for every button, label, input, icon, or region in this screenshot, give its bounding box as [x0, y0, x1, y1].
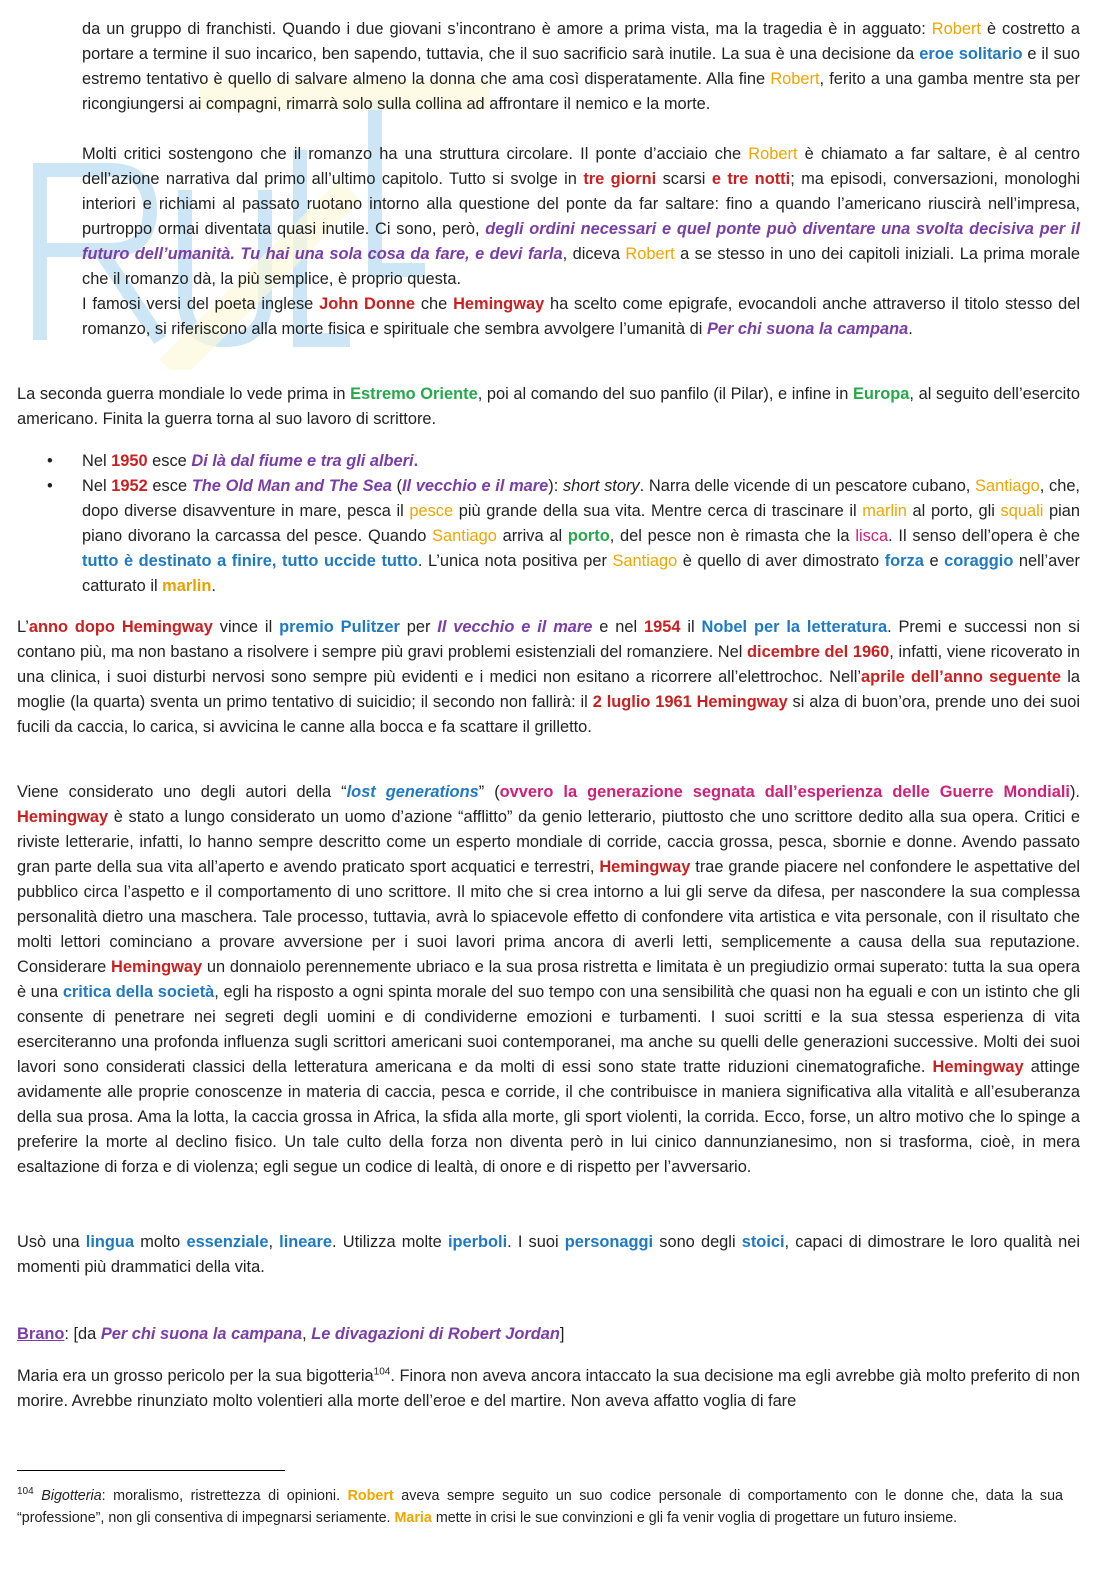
footnote-ref[interactable]: 104 [373, 1366, 391, 1378]
brano-heading: Brano: [da Per chi suona la campana, Le divagazioni di Robert Jordan] [17, 1325, 565, 1343]
paragraph-structure: Molti critici sostengono che il romanzo ha una struttura circolare. Il ponte d’acciaio che Robert è chiamato a far saltare, è al centro dell’azione narrativa dal primo all’ultimo capitolo. Tutto si svolge in tre giorni scarsi e tre notti; ma episodi, conversazioni, monologhi interiori e richiami al passato ruotano intorno alla questione del ponte da far saltare: fino a quando l’americano riuscirà nell’impresa, purtroppo ormai diventata quasi inutile. Ci sono, però, degli ordini necessari e quel ponte può diventare una svolta decisiva per il futuro dell’umanità. Tu hai una sola cosa da fare, e devi farla, diceva Robert a se stesso in uno dei capitoli iniziali. La prima morale che il romanzo dà, la più semplice, è proprio questa. [82, 145, 1081, 288]
list-item: • Nel 1952 esce The Old Man and The Sea (Il vecchio e il mare): short story. Narra delle vicende di un pescatore cubano, Santiago, che, dopo diverse disavventure in mare, pesca il pesce più grande della sua vita. Mentre cerca di trascinare il marlin al porto, gli squali pian piano divorano la carcassa del pesce. Quando Santiago arriva al porto, del pesce non è rimasta che la lisca. Il senso dell’opera è che tutto è destinato a finire, tutto uccide tutto. L’unica nota positiva per Santiago è quello di aver dimostrato forza e coraggio nell’aver catturato il marlin. [17, 474, 1080, 599]
paragraph-awards: L’anno dopo Hemingway vince il premio Pulitzer per Il vecchio e il mare e nel 1954 il Nobel per la letteratura. Premi e successi non si contano più, ma non bastano a risolvere i sempre più gravi problemi esistenziali del romanziere. Nel dicembre del 1960, infatti, viene ricoverato in una clinica, i suoi disturbi nervosi sono sempre più evidenti e i medici non esitano a ricorrere all’elettrochoc. Nell’aprile dell’anno seguente la moglie (la quarta) sventa un primo tentativo di suicidio; il secondo non fallirà: il 2 luglio 1961 Hemingway si alza di buon’ora, prende uno dei suoi fucili da caccia, lo carica, si avvicina le canne alla bocca e fa scattare il grilletto. [17, 618, 1081, 736]
paragraph-plot: da un gruppo di franchisti. Quando i due giovani s’incontrano è amore a prima vista, ma la tragedia è in agguato: Robert è costretto a portare a termine il suo incarico, ben sapendo, tuttavia, che il suo sacrificio sarà inutile. La sua è una decisione da eroe solitario e il suo estremo tentativo è quello di salvare almeno la donna che ama così disperatamente. Alla fine Robert, ferito a una gamba mentre sta per ricongiungersi ai compagni, rimarrà solo sulla collina ad affrontare il nemico e la morte. [82, 20, 1080, 113]
paragraph-ww2: La seconda guerra mondiale lo vede prima in Estremo Oriente, poi al comando del suo panfilo (il Pilar), e infine in Europa, al seguito dell’esercito americano. Finita la guerra torna al suo lavoro di scrittore. [17, 385, 1080, 428]
paragraph-style: Usò una lingua molto essenziale, lineare. Utilizza molte iperboli. I suoi personaggi sono degli stoici, capaci di dimostrare le loro qualità nei momenti più drammatici della vita. [17, 1233, 1080, 1276]
footnote: $^{104}$ Bigotteria: moralismo, ristrettezza di opinioni. Robert aveva sempre seguito un suo codice personale di comportamento con le donne che, data la sua “professione”, non gli consentiva di impegnarsi seriamente. Maria mette in crisi le sue convinzioni e gli fa venir voglia di progettare un futuro insieme. [17, 1486, 1063, 1526]
footnote-divider [17, 1470, 285, 1471]
bullet-icon: • [47, 477, 53, 495]
works-list [17, 449, 1080, 599]
paragraph-lost-generation: Viene considerato uno degli autori della “lost generations” (ovvero la generazione segnata dall’esperienza delle Guerre Mondiali). Hemingway è stato a lungo considerato un uomo d’azione “afflitto” da genio letterario, piuttosto che uno scrittore dedito alla sua opera. Critici e riviste letterarie, infatti, lo hanno sempre descritto come un esperto mondiale di corride, caccia grossa, pesca, sbornie e donne. Avendo passato gran parte della sua vita all’aperto e avendo praticato sport acquatici e terrestri, Hemingway trae grande piacere nel confondere le aspettative del pubblico circa l’aspetto e il comportamento di uno scrittore. Il mito che si crea intorno a lui gli serve da difesa, per nascondere la sua complessa personalità dietro una maschera. Tale processo, tuttavia, avrà lo spiacevole effetto di confondere vita artistica e vita personale, con il risultato che molti lettori cominciano a provare avversione per i suoi lavori prima ancora di averli letti, semplicemente a causa della sua reputazione. Considerare Hemingway un donnaiolo perennemente ubriaco e la sua prosa ristretta e limitata è un pregiudizio ormai superato: tutta la sua opera è una critica della società, egli ha risposto a ogni spinta morale del suo tempo con una sensibilità che quasi non ha eguali e con un istinto che gli consente di penetrare nei segreti degli uomini e di condividerne emozioni e turbamenti. I suoi scritti e la sua stessa esperienza di vita eserciteranno una profonda influenza sugli scrittori americani suoi contemporanei, ma anche su quelli delle generazioni successive. Molti dei suoi lavori sono considerati classici della letteratura americana e da molti di essi sono state tratte riduzioni cinematografiche. Hemingway attinge avidamente alle proprie conoscenze in materia di caccia, pesca e corride, il che contribuisce in maniera significativa alla vitalità e all’esuberanza della sua prosa. Ama la lotta, la caccia grossa in Africa, la sfida alla morte, gli sport violenti, la corrida. Ecco, forse, un altro motivo che lo spinge a preferire la morte al declino fisico. Un tale culto della forza non diventa però in lui cinico dannunzianesimo, non si trasforma, cioè, in mera esaltazione di forza e di violenza; egli segue un codice di lealtà, di onore e di rispetto per l’avversario. [17, 783, 1081, 1176]
list-item: • Nel 1950 esce Di là dal fiume e tra gli alberi. [17, 449, 1080, 474]
paragraph-epigraph: I famosi versi del poeta inglese John Donne che Hemingway ha scelto come epigrafe, evocandoli anche attraverso il titolo stesso del romanzo, si riferiscono alla morte fisica e spirituale che sembra avvolgere l’umanità di Per chi suona la campana. [82, 295, 1080, 338]
paragraph-excerpt: Maria era un grosso pericolo per la sua bigotteria$^{104}$. Finora non aveva ancora intaccato la sua decisione ma egli avrebbe già molto preferito di non morire. Avrebbe rinunziato molto volentieri alla morte dell’eroe e del martire. Non aveva affatto voglia di fare [17, 1366, 1080, 1410]
bullet-icon: • [47, 452, 53, 470]
